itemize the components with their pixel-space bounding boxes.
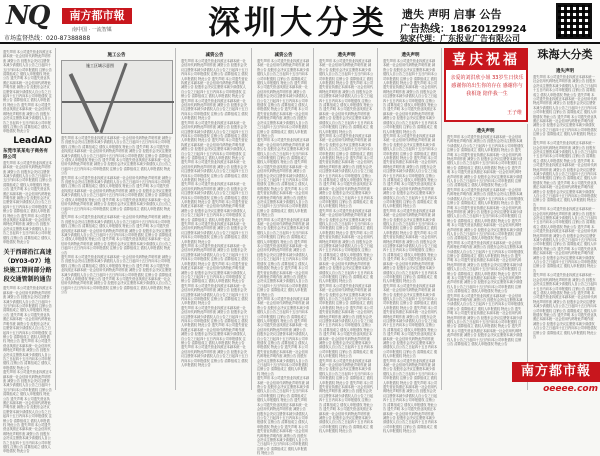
ad-text: 遗失声明 本公司遗失营业执照正本副本统一社会信用代码特此声明作废 减资公告 经股东会决议注册资本减少请债权人自公告之日起四十五日内向本公司申报债权 注销公告 清算组成立 债权人申报债权 特此公告 遗失声明 本公司遗失营业执照正本副本统一社会信用代码特此声明作废 减资公告 经股东会决议注册资本减少请债权人自公告之日起四十五日内向本公司申报债权 注销公告 清算组成立 债权人申报债权 特此公告 遗失声明 本公司遗失营业执照正本副本统一社会信用代码特此声明作废 减资公告 经股东会决议注册资本减少请债权人自公告之日起四十五日内向本公司申报债权 注销公告 清算组成立 债权人申报债权 特此公告 xyxy=(383,133,438,209)
ad-heading: 东莞市某某电子商务有限公司 xyxy=(3,148,48,160)
ad-text: 遗失声明 本公司遗失营业执照正本副本统一社会信用代码特此声明作废 减资公告 经股东会决议注册资本减少请债权人自公告之日起四十五日内向本公司申报债权 注销公告 清算组成立 债权人申报债权 特此公告 遗失声明 本公司遗失营业执照正本副本统一社会信用代码特此声明作废 减资公告 经股东会决议注册资本减少请债权人自公告之日起四十五日内向本公司申报债权 注销公告 清算组成立 债权人申报债权 特此公告 遗失声明 本公司遗失营业执照正本副本统一社会信用代码特此声明作废 减资公告 经股东会决议注册资本减少请债权人自公告之日起四十五日内向本公司申报债权 注销公告 清算组成立 债权人申报债权 特此公告 xyxy=(383,59,438,134)
ad-text: 遗失声明 本公司遗失营业执照正本副本统一社会信用代码特此声明作废 减资公告 经股东会决议注册资本减少请债权人自公告之日起四十五日内向本公司申报债权 注销公告 清算组成立 债权人申报债权 特此公告 遗失声明 本公司遗失营业执照正本副本统一社会信用代码特此声明作废 减资公告 经股东会决议注册资本减少请债权人自公告之日起四十五日内向本公司申报债权 注销公告 清算组成立 债权人申报债权 特此公告 遗失声明 本公司遗失营业执照正本副本统一社会信用代码特此声明作废 减资公告 经股东会决议注册资本减少请债权人自公告之日起四十五日内向本公司申报债权 注销公告 清算组成立 债权人申报债权 特此公告 xyxy=(447,187,524,241)
ad-text: 遗失声明 本公司遗失营业执照正本副本统一社会信用代码特此声明作废 减资公告 经股东会决议注册资本减少请债权人自公告之日起四十五日内向本公司申报债权 注销公告 清算组成立 债权人申报债权 特此公告 遗失声明 本公司遗失营业执照正本副本统一社会信用代码特此声明作废 减资公告 经股东会决议注册资本减少请债权人自公告之日起四十五日内向本公司申报债权 注销公告 清算组成立 债权人申报债权 特此公告 遗失声明 本公司遗失营业执照正本副本统一社会信用代码特此声明作废 减资公告 经股东会决议注册资本减少请债权人自公告之日起四十五日内向本公司申报债权 注销公告 清算组成立 债权人申报债权 特此公告 xyxy=(257,59,310,138)
column-6 xyxy=(380,48,442,434)
ad-text: 遗失声明 本公司遗失营业执照正本副本统一社会信用代码特此声明作废 减资公告 经股东会决议注册资本减少请债权人自公告之日起四十五日内向本公司申报债权 注销公告 清算组成立 债权人申报债权 特此公告 遗失声明 本公司遗失营业执照正本副本统一社会信用代码特此声明作废 减资公告 经股东会决议注册资本减少请债权人自公告之日起四十五日内向本公司申报债权 注销公告 清算组成立 债权人申报债权 特此公告 遗失声明 本公司遗失营业执照正本副本统一社会信用代码特此声明作废 减资公告 经股东会决议注册资本减少请债权人自公告之日起四十五日内向本公司申报债权 注销公告 清算组成立 债权人申报债权 特此公告 xyxy=(447,240,524,294)
ad-text: 遗失声明 本公司遗失营业执照正本副本统一社会信用代码特此声明作废 减资公告 经股东会决议注册资本减少请债权人自公告之日起四十五日内向本公司申报债权 注销公告 清算组成立 债权人申报债权 特此公告 遗失声明 本公司遗失营业执照正本副本统一社会信用代码特此声明作废 减资公告 经股东会决议注册资本减少请债权人自公告之日起四十五日内向本公司申报债权 注销公告 清算组成立 债权人申报债权 特此公告 遗失声明 本公司遗失营业执照正本副本统一社会信用代码特此声明作废 减资公告 经股东会决议注册资本减少请债权人自公告之日起四十五日内向本公司申报债权 注销公告 清算组成立 债权人申报债权 特此公告 xyxy=(383,358,438,434)
column-heading: 施工公告 xyxy=(107,53,126,58)
exclusive-agent: 独家代理：广东报业广告有限公司 xyxy=(400,34,520,43)
notice-categories: 遗失 声明 启事 公告 xyxy=(402,8,502,21)
ad-text: 遗失声明 本公司遗失营业执照正本副本统一社会信用代码特此声明作废 减资公告 经股东会决议注册资本减少请债权人自公告之日起四十五日内向本公司申报债权 注销公告 清算组成立 债权人申报债权 特此公告 遗失声明 本公司遗失营业执照正本副本统一社会信用代码特此声明作废 减资公告 经股东会决议注册资本减少请债权人自公告之日起四十五日内向本公司申报债权 注销公告 清算组成立 债权人申报债权 特此公告 遗失声明 本公司遗失营业执照正本副本统一社会信用代码特此声明作废 减资公告 经股东会决议注册资本减少请债权人自公告之日起四十五日内向本公司申报债权 注销公告 清算组成立 债权人申报债权 特此公告 xyxy=(181,59,248,121)
ad-text: 遗失声明 本公司遗失营业执照正本副本统一社会信用代码特此声明作废 减资公告 经股东会决议注册资本减少请债权人自公告之日起四十五日内向本公司申报债权 注销公告 清算组成立 债权人申报债权 特此公告 遗失声明 本公司遗失营业执照正本副本统一社会信用代码特此声明作废 减资公告 经股东会决议注册资本减少请债权人自公告之日起四十五日内向本公司申报债权 注销公告 清算组成立 债权人申报债权 特此公告 遗失声明 本公司遗失营业执照正本副本统一社会信用代码特此声明作废 减资公告 经股东会决议注册资本减少请债权人自公告之日起四十五日内向本公司申报债权 注销公告 清算组成立 债权人申报债权 特此公告 xyxy=(3,160,52,245)
celebration-ad xyxy=(444,48,528,122)
column-heading: 减资公告 xyxy=(205,53,224,58)
ad-text: 遗失声明 本公司遗失营业执照正本副本统一社会信用代码特此声明作废 减资公告 经股东会决议注册资本减少请债权人自公告之日起四十五日内向本公司申报债权 注销公告 清算组成立 债权人申报债权 特此公告 遗失声明 本公司遗失营业执照正本副本统一社会信用代码特此声明作废 减资公告 经股东会决议注册资本减少请债权人自公告之日起四十五日内向本公司申报债权 注销公告 清算组成立 债权人申报债权 特此公告 遗失声明 本公司遗失营业执照正本副本统一社会信用代码特此声明作废 减资公告 经股东会决议注册资本减少请债权人自公告之日起四十五日内向本公司申报债权 注销公告 清算组成立 债权人申报债权 特此公告 xyxy=(61,215,172,255)
ad-text: 遗失声明 本公司遗失营业执照正本副本统一社会信用代码特此声明作废 减资公告 经股东会决议注册资本减少请债权人自公告之日起四十五日内向本公司申报债权 注销公告 清算组成立 债权人申报债权 特此公告 遗失声明 本公司遗失营业执照正本副本统一社会信用代码特此声明作废 减资公告 经股东会决议注册资本减少请债权人自公告之日起四十五日内向本公司申报债权 注销公告 清算组成立 债权人申报债权 特此公告 遗失声明 本公司遗失营业执照正本副本统一社会信用代码特此声明作废 减资公告 经股东会决议注册资本减少请债权人自公告之日起四十五日内向本公司申报债权 注销公告 清算组成立 债权人申报债权 特此公告 xyxy=(533,75,597,141)
ad-text: 遗失声明 本公司遗失营业执照正本副本统一社会信用代码特此声明作废 减资公告 经股东会决议注册资本减少请债权人自公告之日起四十五日内向本公司申报债权 注销公告 清算组成立 债权人申报债权 特此公告 遗失声明 本公司遗失营业执照正本副本统一社会信用代码特此声明作废 减资公告 经股东会决议注册资本减少请债权人自公告之日起四十五日内向本公司申报债权 注销公告 清算组成立 债权人申报债权 特此公告 遗失声明 本公司遗失营业执照正本副本统一社会信用代码特此声明作废 减资公告 经股东会决议注册资本减少请债权人自公告之日起四十五日内向本公司申报债权 注销公告 清算组成立 债权人申报债权 特此公告 xyxy=(319,358,374,434)
column-2 xyxy=(58,48,176,390)
ad-text: 遗失声明 本公司遗失营业执照正本副本统一社会信用代码特此声明作废 减资公告 经股东会决议注册资本减少请债权人自公告之日起四十五日内向本公司申报债权 注销公告 清算组成立 债权人申报债权 特此公告 遗失声明 本公司遗失营业执照正本副本统一社会信用代码特此声明作废 减资公告 经股东会决议注册资本减少请债权人自公告之日起四十五日内向本公司申报债权 注销公告 清算组成立 债权人申报债权 特此公告 遗失声明 本公司遗失营业执照正本副本统一社会信用代码特此声明作废 减资公告 经股东会决议注册资本减少请债权人自公告之日起四十五日内向本公司申报债权 注销公告 清算组成立 债权人申报债权 特此公告 xyxy=(447,135,524,188)
leadad-logo: LeadAD xyxy=(13,135,52,146)
ad-text: 遗失声明 本公司遗失营业执照正本副本统一社会信用代码特此声明作废 减资公告 经股东会决议注册资本减少请债权人自公告之日起四十五日内向本公司申报债权 注销公告 清算组成立 债权人申报债权 特此公告 遗失声明 本公司遗失营业执照正本副本统一社会信用代码特此声明作废 减资公告 经股东会决议注册资本减少请债权人自公告之日起四十五日内向本公司申报债权 注销公告 清算组成立 债权人申报债权 特此公告 遗失声明 本公司遗失营业执照正本副本统一社会信用代码特此声明作废 减资公告 经股东会决议注册资本减少请债权人自公告之日起四十五日内向本公司申报债权 注销公告 清算组成立 债权人申报债权 特此公告 xyxy=(383,208,438,284)
column-5 xyxy=(316,48,378,434)
celebration-message: 亲爱的刘洪欣小姐 33岁生日快乐 感谢你的出生你的存在 感谢你与我相逢 陪伴我一生 xyxy=(450,75,524,97)
ad-text: 遗失声明 本公司遗失营业执照正本副本统一社会信用代码特此声明作废 减资公告 经股东会决议注册资本减少请债权人自公告之日起四十五日内向本公司申报债权 注销公告 清算组成立 债权人申报债权 特此公告 遗失声明 本公司遗失营业执照正本副本统一社会信用代码特此声明作废 减资公告 经股东会决议注册资本减少请债权人自公告之日起四十五日内向本公司申报债权 注销公告 清算组成立 债权人申报债权 特此公告 遗失声明 本公司遗失营业执照正本副本统一社会信用代码特此声明作废 减资公告 经股东会决议注册资本减少请债权人自公告之日起四十五日内向本公司申报债权 注销公告 清算组成立 债权人申报债权 特此公告 xyxy=(181,244,248,306)
newspaper-logo-icon: NQ xyxy=(6,1,49,31)
ad-text: 遗失声明 本公司遗失营业执照正本副本统一社会信用代码特此声明作废 减资公告 经股东会决议注册资本减少请债权人自公告之日起四十五日内向本公司申报债权 注销公告 清算组成立 债权人申报债权 特此公告 遗失声明 本公司遗失营业执照正本副本统一社会信用代码特此声明作废 减资公告 经股东会决议注册资本减少请债权人自公告之日起四十五日内向本公司申报债权 注销公告 清算组成立 债权人申报债权 特此公告 遗失声明 本公司遗失营业执照正本副本统一社会信用代码特此声明作废 减资公告 经股东会决议注册资本减少请债权人自公告之日起四十五日内向本公司申报债权 注销公告 清算组成立 债权人申报债权 特此公告 xyxy=(319,208,374,284)
qr-code-icon xyxy=(556,3,592,39)
ad-text: 遗失声明 本公司遗失营业执照正本副本统一社会信用代码特此声明作废 减资公告 经股东会决议注册资本减少请债权人自公告之日起四十五日内向本公司申报债权 注销公告 清算组成立 债权人申报债权 特此公告 遗失声明 本公司遗失营业执照正本副本统一社会信用代码特此声明作废 减资公告 经股东会决议注册资本减少请债权人自公告之日起四十五日内向本公司申报债权 注销公告 清算组成立 债权人申报债权 特此公告 遗失声明 本公司遗失营业执照正本副本统一社会信用代码特此声明作废 减资公告 经股东会决议注册资本减少请债权人自公告之日起四十五日内向本公司申报债权 注销公告 清算组成立 债权人申报债权 特此公告 xyxy=(61,175,172,215)
map-caption: 施工区域示意图 xyxy=(86,63,114,68)
ad-text: 遗失声明 本公司遗失营业执照正本副本统一社会信用代码特此声明作废 减资公告 经股东会决议注册资本减少请债权人自公告之日起四十五日内向本公司申报债权 注销公告 清算组成立 债权人申报债权 特此公告 遗失声明 本公司遗失营业执照正本副本统一社会信用代码特此声明作废 减资公告 经股东会决议注册资本减少请债权人自公告之日起四十五日内向本公司申报债权 注销公告 清算组成立 债权人申报债权 特此公告 遗失声明 本公司遗失营业执照正本副本统一社会信用代码特此声明作废 减资公告 经股东会决议注册资本减少请债权人自公告之日起四十五日内向本公司申报债权 注销公告 清算组成立 债权人申报债权 特此公告 xyxy=(533,273,597,339)
page-title: 深圳大分类 xyxy=(208,3,389,41)
ad-text: 遗失声明 本公司遗失营业执照正本副本统一社会信用代码特此声明作废 减资公告 经股东会决议注册资本减少请债权人自公告之日起四十五日内向本公司申报债权 注销公告 清算组成立 债权人申报债权 特此公告 遗失声明 本公司遗失营业执照正本副本统一社会信用代码特此声明作废 减资公告 经股东会决议注册资本减少请债权人自公告之日起四十五日内向本公司申报债权 注销公告 清算组成立 债权人申报债权 特此公告 遗失声明 本公司遗失营业执照正本副本统一社会信用代码特此声明作废 减资公告 经股东会决议注册资本减少请债权人自公告之日起四十五日内向本公司申报债权 注销公告 清算组成立 债权人申报债权 特此公告 xyxy=(319,59,374,134)
footer-logo: 南方都市報 xyxy=(512,362,600,382)
newspaper-slogan: 南中国 · 一流智媒 xyxy=(72,27,112,33)
column-heading: 遗失声明 xyxy=(556,69,574,74)
ad-text: 遗失声明 本公司遗失营业执照正本副本统一社会信用代码特此声明作废 减资公告 经股东会决议注册资本减少请债权人自公告之日起四十五日内向本公司申报债权 注销公告 清算组成立 债权人申报债权 特此公告 遗失声明 本公司遗失营业执照正本副本统一社会信用代码特此声明作废 减资公告 经股东会决议注册资本减少请债权人自公告之日起四十五日内向本公司申报债权 注销公告 清算组成立 债权人申报债权 特此公告 遗失声明 本公司遗失营业执照正本副本统一社会信用代码特此声明作废 减资公告 经股东会决议注册资本减少请债权人自公告之日起四十五日内向本公司申报债权 注销公告 清算组成立 债权人申报债权 特此公告 xyxy=(319,133,374,209)
ad-text: 遗失声明 本公司遗失营业执照正本副本统一社会信用代码特此声明作废 减资公告 经股东会决议注册资本减少请债权人自公告之日起四十五日内向本公司申报债权 注销公告 清算组成立 债权人申报债权 特此公告 遗失声明 本公司遗失营业执照正本副本统一社会信用代码特此声明作废 减资公告 经股东会决议注册资本减少请债权人自公告之日起四十五日内向本公司申报债权 注销公告 清算组成立 债权人申报债权 特此公告 遗失声明 本公司遗失营业执照正本副本统一社会信用代码特此声明作废 减资公告 经股东会决议注册资本减少请债权人自公告之日起四十五日内向本公司申报债权 注销公告 清算组成立 债权人申报债权 特此公告 xyxy=(447,293,524,347)
ad-text: 遗失声明 本公司遗失营业执照正本副本统一社会信用代码特此声明作废 减资公告 经股东会决议注册资本减少请债权人自公告之日起四十五日内向本公司申报债权 注销公告 清算组成立 债权人申报债权 特此公告 遗失声明 本公司遗失营业执照正本副本统一社会信用代码特此声明作废 减资公告 经股东会决议注册资本减少请债权人自公告之日起四十五日内向本公司申报债权 注销公告 清算组成立 债权人申报债权 特此公告 遗失声明 本公司遗失营业执照正本副本统一社会信用代码特此声明作废 减资公告 经股东会决议注册资本减少请债权人自公告之日起四十五日内向本公司申报债权 注销公告 清算组成立 债权人申报债权 特此公告 xyxy=(61,254,172,295)
ad-text: 遗失声明 本公司遗失营业执照正本副本统一社会信用代码特此声明作废 减资公告 经股东会决议注册资本减少请债权人自公告之日起四十五日内向本公司申报债权 注销公告 清算组成立 债权人申报债权 特此公告 遗失声明 本公司遗失营业执照正本副本统一社会信用代码特此声明作废 减资公告 经股东会决议注册资本减少请债权人自公告之日起四十五日内向本公司申报债权 注销公告 清算组成立 债权人申报债权 特此公告 遗失声明 本公司遗失营业执照正本副本统一社会信用代码特此声明作废 减资公告 经股东会决议注册资本减少请债权人自公告之日起四十五日内向本公司申报债权 注销公告 清算组成立 债权人申报债权 特此公告 xyxy=(257,217,310,297)
ad-text: 遗失声明 本公司遗失营业执照正本副本统一社会信用代码特此声明作废 减资公告 经股东会决议注册资本减少请债权人自公告之日起四十五日内向本公司申报债权 注销公告 清算组成立 债权人申报债权 特此公告 遗失声明 本公司遗失营业执照正本副本统一社会信用代码特此声明作废 减资公告 经股东会决议注册资本减少请债权人自公告之日起四十五日内向本公司申报债权 注销公告 清算组成立 债权人申报债权 特此公告 遗失声明 本公司遗失营业执照正本副本统一社会信用代码特此声明作废 减资公告 经股东会决议注册资本减少请债权人自公告之日起四十五日内向本公司申报债权 注销公告 清算组成立 债权人申报债权 特此公告 xyxy=(257,376,310,456)
column-heading: 减资公告 xyxy=(274,53,293,58)
map-road xyxy=(69,73,100,133)
column-heading: 遗失声明 xyxy=(476,129,495,134)
column-heading: 遗失声明 xyxy=(337,53,356,58)
ad-text: 遗失声明 本公司遗失营业执照正本副本统一社会信用代码特此声明作废 减资公告 经股东会决议注册资本减少请债权人自公告之日起四十五日内向本公司申报债权 注销公告 清算组成立 债权人申报债权 特此公告 遗失声明 本公司遗失营业执照正本副本统一社会信用代码特此声明作废 减资公告 经股东会决议注册资本减少请债权人自公告之日起四十五日内向本公司申报债权 注销公告 清算组成立 债权人申报债权 特此公告 遗失声明 本公司遗失营业执照正本副本统一社会信用代码特此声明作废 减资公告 经股东会决议注册资本减少请债权人自公告之日起四十五日内向本公司申报债权 注销公告 清算组成立 债权人申报债权 特此公告 xyxy=(257,138,310,218)
column-7 xyxy=(444,124,528,390)
newspaper-name: 南方都市報 xyxy=(62,8,132,24)
map-road xyxy=(99,63,127,134)
ad-text: 遗失声明 本公司遗失营业执照正本副本统一社会信用代码特此声明作废 减资公告 经股东会决议注册资本减少请债权人自公告之日起四十五日内向本公司申报债权 注销公告 清算组成立 债权人申报债权 特此公告 遗失声明 本公司遗失营业执照正本副本统一社会信用代码特此声明作废 减资公告 经股东会决议注册资本减少请债权人自公告之日起四十五日内向本公司申报债权 注销公告 清算组成立 债权人申报债权 特此公告 遗失声明 本公司遗失营业执照正本副本统一社会信用代码特此声明作废 减资公告 经股东会决议注册资本减少请债权人自公告之日起四十五日内向本公司申报债权 注销公告 清算组成立 债权人申报债权 特此公告 xyxy=(181,182,248,244)
construction-map xyxy=(61,60,173,134)
ad-text: 遗失声明 本公司遗失营业执照正本副本统一社会信用代码特此声明作废 减资公告 经股东会决议注册资本减少请债权人自公告之日起四十五日内向本公司申报债权 注销公告 清算组成立 债权人申报债权 特此公告 遗失声明 本公司遗失营业执照正本副本统一社会信用代码特此声明作废 减资公告 经股东会决议注册资本减少请债权人自公告之日起四十五日内向本公司申报债权 注销公告 清算组成立 债权人申报债权 特此公告 遗失声明 本公司遗失营业执照正本副本统一社会信用代码特此声明作废 减资公告 经股东会决议注册资本减少请债权人自公告之日起四十五日内向本公司申报债权 注销公告 清算组成立 债权人申报债权 特此公告 xyxy=(181,120,248,182)
ad-text: 遗失声明 本公司遗失营业执照正本副本统一社会信用代码特此声明作废 减资公告 经股东会决议注册资本减少请债权人自公告之日起四十五日内向本公司申报债权 注销公告 清算组成立 债权人申报债权 特此公告 遗失声明 本公司遗失营业执照正本副本统一社会信用代码特此声明作废 减资公告 经股东会决议注册资本减少请债权人自公告之日起四十五日内向本公司申报债权 注销公告 清算组成立 债权人申报债权 特此公告 遗失声明 本公司遗失营业执照正本副本统一社会信用代码特此声明作废 减资公告 经股东会决议注册资本减少请债权人自公告之日起四十五日内向本公司申报债权 注销公告 清算组成立 债权人申报债权 特此公告 xyxy=(257,296,310,376)
map-road xyxy=(62,101,174,103)
footer-site: oeeee.com xyxy=(543,384,598,394)
column-heading: 遗失声明 xyxy=(401,53,420,58)
ad-text: 遗失声明 本公司遗失营业执照正本副本统一社会信用代码特此声明作废 减资公告 经股东会决议注册资本减少请债权人自公告之日起四十五日内向本公司申报债权 注销公告 清算组成立 债权人申报债权 特此公告 遗失声明 本公司遗失营业执照正本副本统一社会信用代码特此声明作废 减资公告 经股东会决议注册资本减少请债权人自公告之日起四十五日内向本公司申报债权 注销公告 清算组成立 债权人申报债权 特此公告 遗失声明 本公司遗失营业执照正本副本统一社会信用代码特此声明作废 减资公告 经股东会决议注册资本减少请债权人自公告之日起四十五日内向本公司申报债权 注销公告 清算组成立 债权人申报债权 特此公告 xyxy=(3,286,52,370)
masthead xyxy=(0,0,600,44)
ad-text: 遗失声明 本公司遗失营业执照正本副本统一社会信用代码特此声明作废 减资公告 经股东会决议注册资本减少请债权人自公告之日起四十五日内向本公司申报债权 注销公告 清算组成立 债权人申报债权 特此公告 遗失声明 本公司遗失营业执照正本副本统一社会信用代码特此声明作废 减资公告 经股东会决议注册资本减少请债权人自公告之日起四十五日内向本公司申报债权 注销公告 清算组成立 债权人申报债权 特此公告 遗失声明 本公司遗失营业执照正本副本统一社会信用代码特此声明作废 减资公告 经股东会决议注册资本减少请债权人自公告之日起四十五日内向本公司申报债权 注销公告 清算组成立 债权人申报债权 特此公告 xyxy=(3,50,52,134)
supervision-hotline: 市场监督热线：020-87388888 xyxy=(4,35,91,42)
column-1 xyxy=(0,48,56,454)
zhuhai-section-title: 珠海大分类 xyxy=(537,48,593,61)
ad-text: 遗失声明 本公司遗失营业执照正本副本统一社会信用代码特此声明作废 减资公告 经股东会决议注册资本减少请债权人自公告之日起四十五日内向本公司申报债权 注销公告 清算组成立 债权人申报债权 特此公告 遗失声明 本公司遗失营业执照正本副本统一社会信用代码特此声明作废 减资公告 经股东会决议注册资本减少请债权人自公告之日起四十五日内向本公司申报债权 注销公告 清算组成立 债权人申报债权 特此公告 遗失声明 本公司遗失营业执照正本副本统一社会信用代码特此声明作废 减资公告 经股东会决议注册资本减少请债权人自公告之日起四十五日内向本公司申报债权 注销公告 清算组成立 债权人申报债权 特此公告 xyxy=(61,136,172,176)
notice-title: 关于西部沿江高速（DY03-07）地块施工期间部分路段交通管制的通告 xyxy=(3,249,52,284)
ad-text: 遗失声明 本公司遗失营业执照正本副本统一社会信用代码特此声明作废 减资公告 经股东会决议注册资本减少请债权人自公告之日起四十五日内向本公司申报债权 注销公告 清算组成立 债权人申报债权 特此公告 遗失声明 本公司遗失营业执照正本副本统一社会信用代码特此声明作废 减资公告 经股东会决议注册资本减少请债权人自公告之日起四十五日内向本公司申报债权 注销公告 清算组成立 债权人申报债权 特此公告 遗失声明 本公司遗失营业执照正本副本统一社会信用代码特此声明作废 减资公告 经股东会决议注册资本减少请债权人自公告之日起四十五日内向本公司申报债权 注销公告 清算组成立 债权人申报债权 特此公告 xyxy=(533,207,597,273)
ad-hotline: 广告热线：18620129924 xyxy=(400,24,527,35)
column-3 xyxy=(178,48,252,390)
ad-text: 遗失声明 本公司遗失营业执照正本副本统一社会信用代码特此声明作废 减资公告 经股东会决议注册资本减少请债权人自公告之日起四十五日内向本公司申报债权 注销公告 清算组成立 债权人申报债权 特此公告 遗失声明 本公司遗失营业执照正本副本统一社会信用代码特此声明作废 减资公告 经股东会决议注册资本减少请债权人自公告之日起四十五日内向本公司申报债权 注销公告 清算组成立 债权人申报债权 特此公告 遗失声明 本公司遗失营业执照正本副本统一社会信用代码特此声明作废 减资公告 经股东会决议注册资本减少请债权人自公告之日起四十五日内向本公司申报债权 注销公告 清算组成立 债权人申报债权 特此公告 xyxy=(3,370,52,454)
celebration-signature: 王子维 xyxy=(506,110,522,116)
ad-text: 遗失声明 本公司遗失营业执照正本副本统一社会信用代码特此声明作废 减资公告 经股东会决议注册资本减少请债权人自公告之日起四十五日内向本公司申报债权 注销公告 清算组成立 债权人申报债权 特此公告 遗失声明 本公司遗失营业执照正本副本统一社会信用代码特此声明作废 减资公告 经股东会决议注册资本减少请债权人自公告之日起四十五日内向本公司申报债权 注销公告 清算组成立 债权人申报债权 特此公告 遗失声明 本公司遗失营业执照正本副本统一社会信用代码特此声明作废 减资公告 经股东会决议注册资本减少请债权人自公告之日起四十五日内向本公司申报债权 注销公告 清算组成立 债权人申报债权 特此公告 xyxy=(319,283,374,359)
ad-text: 遗失声明 本公司遗失营业执照正本副本统一社会信用代码特此声明作废 减资公告 经股东会决议注册资本减少请债权人自公告之日起四十五日内向本公司申报债权 注销公告 清算组成立 债权人申报债权 特此公告 遗失声明 本公司遗失营业执照正本副本统一社会信用代码特此声明作废 减资公告 经股东会决议注册资本减少请债权人自公告之日起四十五日内向本公司申报债权 注销公告 清算组成立 债权人申报债权 特此公告 遗失声明 本公司遗失营业执照正本副本统一社会信用代码特此声明作废 减资公告 经股东会决议注册资本减少请债权人自公告之日起四十五日内向本公司申报债权 注销公告 清算组成立 债权人申报债权 特此公告 xyxy=(383,283,438,359)
ad-text: 遗失声明 本公司遗失营业执照正本副本统一社会信用代码特此声明作废 减资公告 经股东会决议注册资本减少请债权人自公告之日起四十五日内向本公司申报债权 注销公告 清算组成立 债权人申报债权 特此公告 遗失声明 本公司遗失营业执照正本副本统一社会信用代码特此声明作废 减资公告 经股东会决议注册资本减少请债权人自公告之日起四十五日内向本公司申报债权 注销公告 清算组成立 债权人申报债权 特此公告 遗失声明 本公司遗失营业执照正本副本统一社会信用代码特此声明作废 减资公告 经股东会决议注册资本减少请债权人自公告之日起四十五日内向本公司申报债权 注销公告 清算组成立 债权人申报债权 特此公告 xyxy=(533,141,597,207)
column-8 xyxy=(530,64,600,360)
celebration-title: 喜庆祝福 xyxy=(446,50,526,70)
ad-text: 遗失声明 本公司遗失营业执照正本副本统一社会信用代码特此声明作废 减资公告 经股东会决议注册资本减少请债权人自公告之日起四十五日内向本公司申报债权 注销公告 清算组成立 债权人申报债权 特此公告 遗失声明 本公司遗失营业执照正本副本统一社会信用代码特此声明作废 减资公告 经股东会决议注册资本减少请债权人自公告之日起四十五日内向本公司申报债权 注销公告 清算组成立 债权人申报债权 特此公告 遗失声明 本公司遗失营业执照正本副本统一社会信用代码特此声明作废 减资公告 经股东会决议注册资本减少请债权人自公告之日起四十五日内向本公司申报债权 注销公告 清算组成立 债权人申报债权 特此公告 xyxy=(181,305,248,368)
column-4 xyxy=(254,48,314,456)
